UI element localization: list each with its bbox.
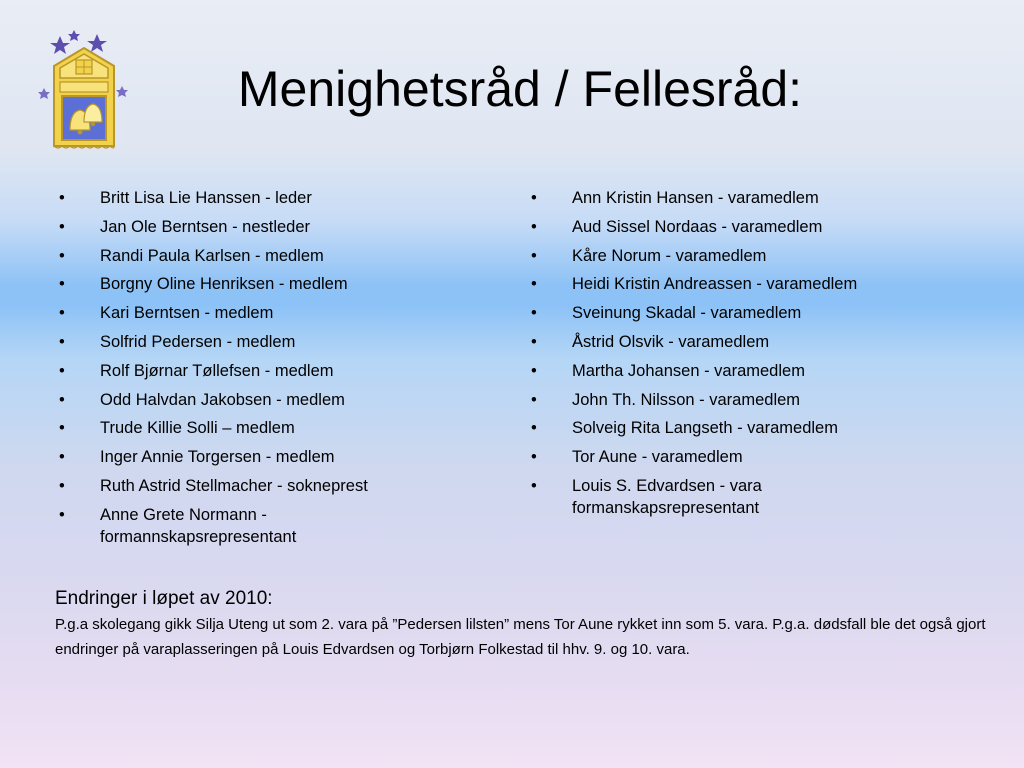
list-item	[528, 299, 968, 328]
church-bell-logo-icon	[38, 26, 130, 150]
slide-title: Menighetsråd / Fellesråd:	[237, 61, 803, 117]
member-text: Aud Sissel Nordaas - varamedlem	[572, 217, 823, 236]
member-text: Åstrid Olsvik - varamedlem	[572, 332, 770, 351]
list-item	[56, 328, 486, 357]
bullet: •	[59, 361, 65, 380]
member-text: Solveig Rita Langseth - varamedlem	[572, 419, 838, 438]
member-text: Heidi Kristin Andreassen - varamedlem	[572, 275, 858, 294]
bullet: •	[59, 189, 65, 207]
bullet: •	[59, 332, 65, 351]
list-item	[56, 386, 486, 415]
list-item	[56, 213, 486, 242]
star-icon	[116, 86, 128, 97]
bullet: •	[59, 275, 65, 294]
list-item	[56, 501, 486, 548]
star-icon	[87, 34, 107, 52]
list-item	[56, 414, 486, 443]
list-item	[56, 472, 486, 501]
member-text: Jan Ole Berntsen - nestleder	[100, 217, 311, 236]
bullet: •	[59, 217, 65, 236]
members-list-left	[56, 184, 486, 548]
list-item	[56, 443, 486, 472]
list-item	[528, 386, 968, 415]
bullet: •	[59, 304, 65, 323]
list-item	[528, 184, 968, 213]
changes-body: P.g.a skolegang gikk Silja Uteng ut som 2. vara på ”Pedersen lilsten” mens Tor Aune rykket inn som 5. vara. P.g.a. dødsfall ble det også gjort endringer på varaplasseringen på Louis Edvardsen og Torbjørn Folkestad til hhv. 9. og 10. vara.	[55, 616, 986, 658]
bullet: •	[531, 476, 537, 495]
list-item	[528, 213, 968, 242]
list-item	[56, 242, 486, 271]
member-text: Odd Halvdan Jakobsen - medlem	[100, 390, 345, 409]
bullet: •	[531, 448, 537, 467]
members-list-right	[528, 184, 968, 519]
bullet: •	[59, 448, 65, 467]
member-text: Inger Annie Torgersen - medlem	[100, 448, 335, 467]
changes-heading: Endringer i løpet av 2010:	[55, 588, 273, 609]
list-item	[528, 328, 968, 357]
bullet: •	[59, 246, 65, 265]
member-text: Louis S. Edvardsen - vara formanskapsrepresentant	[572, 476, 762, 517]
member-text: Kåre Norum - varamedlem	[572, 246, 767, 265]
member-text: Martha Johansen - varamedlem	[572, 361, 805, 380]
list-item	[56, 184, 486, 213]
list-item	[528, 357, 968, 386]
bullet: •	[531, 217, 537, 236]
list-item	[528, 270, 968, 299]
member-text: Anne Grete Normann - formannskapsrepresentant	[100, 505, 297, 546]
list-item	[56, 299, 486, 328]
list-item	[528, 414, 968, 443]
bullet: •	[531, 246, 537, 265]
changes-section	[55, 586, 995, 662]
list-item	[528, 443, 968, 472]
bullet: •	[531, 419, 537, 438]
list-item	[528, 472, 968, 519]
bullet: •	[531, 189, 537, 207]
bullet: •	[59, 476, 65, 495]
member-text: Randi Paula Karlsen - medlem	[100, 246, 324, 265]
list-item	[56, 270, 486, 299]
bullet: •	[531, 275, 537, 294]
star-icon	[50, 36, 70, 54]
bullet: •	[59, 419, 65, 438]
member-text: Rolf Bjørnar Tøllefsen - medlem	[100, 361, 334, 380]
list-item	[56, 357, 486, 386]
star-icon	[38, 88, 50, 99]
member-text: Ruth Astrid Stellmacher - sokneprest	[100, 476, 368, 495]
bullet: •	[531, 390, 537, 409]
star-icon	[68, 30, 80, 41]
bullet: •	[531, 304, 537, 323]
member-text: John Th. Nilsson - varamedlem	[572, 390, 801, 409]
member-text: Tor Aune - varamedlem	[572, 448, 743, 467]
member-text: Kari Berntsen - medlem	[100, 304, 274, 323]
bullet: •	[531, 361, 537, 380]
member-text: Ann Kristin Hansen - varamedlem	[572, 189, 819, 207]
bullet: •	[59, 390, 65, 409]
member-text: Sveinung Skadal - varamedlem	[572, 304, 802, 323]
bullet: •	[59, 505, 65, 524]
list-item	[528, 242, 968, 271]
member-text: Solfrid Pedersen - medlem	[100, 332, 296, 351]
bullet: •	[531, 332, 537, 351]
member-text: Trude Killie Solli – medlem	[100, 419, 295, 438]
member-text: Britt Lisa Lie Hanssen - leder	[100, 189, 312, 207]
member-text: Borgny Oline Henriksen - medlem	[100, 275, 348, 294]
